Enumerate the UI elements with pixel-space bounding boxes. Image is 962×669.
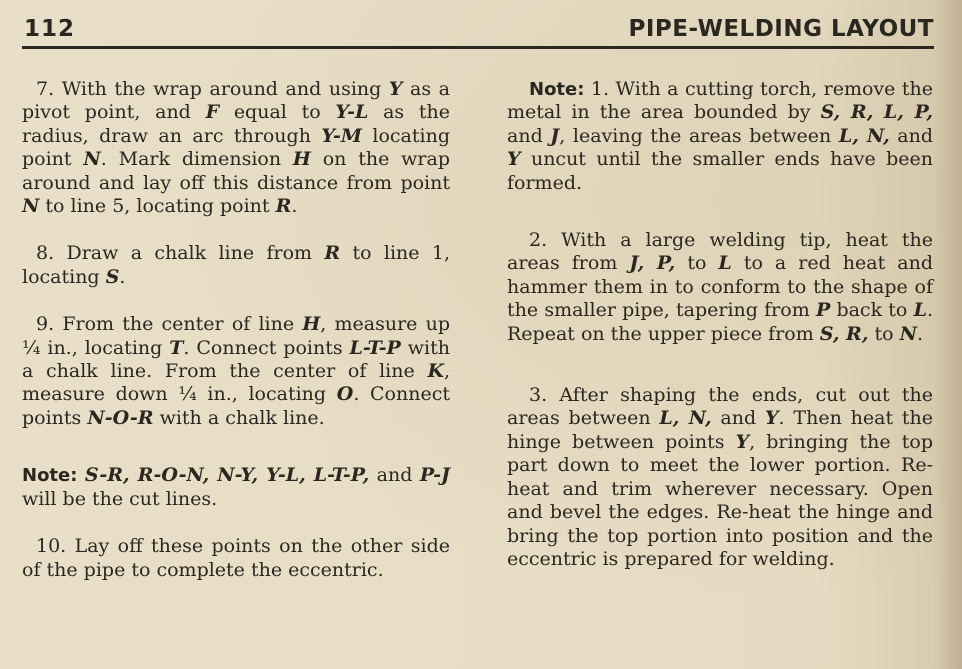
text-run: as the radius, draw an arc through <box>22 101 450 147</box>
point-label: P-J <box>419 464 450 487</box>
text-run: 8. Draw a chalk line from <box>36 242 325 265</box>
point-label: K <box>427 360 444 383</box>
point-label: Y <box>735 430 750 453</box>
left-column <box>22 78 450 606</box>
point-label: S, R, <box>819 322 869 345</box>
text-run: . Repeat on the upper piece from <box>507 299 933 345</box>
point-label: J, P, <box>629 252 676 275</box>
text-run: . Then heat the hinge between points <box>507 407 934 453</box>
point-label: Y <box>507 148 521 171</box>
text-run: . Mark dimension <box>100 148 293 171</box>
text-run: and <box>369 464 420 487</box>
text-run: with a chalk line. <box>153 406 325 429</box>
point-label: H <box>302 313 321 336</box>
step-10-paragraph <box>22 535 450 582</box>
text-run: to line 1, locating <box>22 242 450 288</box>
point-label: N-O-R <box>87 406 154 429</box>
text-run: . <box>917 322 924 345</box>
point-label: L-T-P <box>349 336 401 359</box>
cut-lines-note <box>22 464 450 511</box>
step-8-paragraph <box>22 242 450 289</box>
text-run: , measure up ¼ in., locating <box>22 313 450 359</box>
header-rule <box>22 46 934 49</box>
text-run: locating point <box>22 124 450 171</box>
point-label: L <box>718 252 732 275</box>
text-run: , bringing the top part down to meet the lower portion. Re-heat and trim wherever necessary. Open and bevel the edges. Re-heat the hinge and bring the top portion into position and the eccentric is prepared for welding. <box>507 430 933 570</box>
note-label: Note: <box>22 465 78 487</box>
point-label: N <box>83 148 101 171</box>
text-run: to <box>868 322 900 345</box>
text-run: uncut until the smaller ends have been formed. <box>507 148 933 194</box>
text-run: . <box>119 265 126 288</box>
text-run: and <box>711 407 765 430</box>
note-step-2-paragraph <box>507 229 933 346</box>
text-run: as a pivot point, and <box>22 78 450 124</box>
note-label: Note: <box>529 79 585 100</box>
text-run: 3. After shaping the ends, cut out the areas between <box>507 384 933 430</box>
point-label: Y <box>764 407 779 430</box>
text-run: 7. With the wrap around and using <box>36 78 389 100</box>
text-run: 2. With a large welding tip, heat the areas from <box>507 229 933 275</box>
point-label: S, R, L, P, <box>820 101 933 124</box>
step-7-paragraph <box>22 78 450 218</box>
point-label: Y-M <box>321 124 362 147</box>
text-run: and <box>507 124 551 147</box>
point-label: J <box>550 124 560 147</box>
note-step-1-paragraph <box>507 78 933 195</box>
point-label: Y <box>388 78 403 100</box>
text-run: and <box>889 124 933 147</box>
text-run: on the wrap around and lay off this distance from point <box>22 148 450 194</box>
text-run: . <box>291 195 298 218</box>
point-label: S-R, R-O-N, N-Y, Y-L, L-T-P, <box>84 464 370 487</box>
point-label: L <box>913 299 927 322</box>
text-run: , leaving the areas between <box>559 124 839 147</box>
text-run: 1. With a cutting torch, remove the metal in the area bounded by <box>507 78 933 124</box>
text-run: to line 5, locating point <box>39 195 276 218</box>
text-run: back to <box>830 299 914 322</box>
text-run: with a chalk line. From the center of line <box>22 336 450 383</box>
point-label: N <box>22 195 40 218</box>
point-label: N <box>899 322 917 345</box>
point-label: Y-L <box>335 101 369 124</box>
point-label: H <box>292 148 311 171</box>
point-label: P <box>815 299 831 322</box>
text-run: . Connect points <box>183 336 350 359</box>
text-run: to a red heat and hammer them in to conform to the shape of the smaller pipe, tapering from <box>507 252 934 322</box>
text-run: will be the cut lines. <box>22 487 218 510</box>
text-run: . Connect points <box>22 383 450 429</box>
point-label: R <box>324 242 341 265</box>
point-label: T <box>169 336 184 359</box>
point-label: F <box>205 101 220 124</box>
step-9-paragraph <box>22 313 450 430</box>
text-run: 9. From the center of line <box>36 313 303 336</box>
running-title: PIPE-WELDING LAYOUT <box>628 16 934 42</box>
point-label: S <box>105 265 120 288</box>
point-label: L, N, <box>659 407 712 430</box>
text-run: equal to <box>219 101 336 124</box>
page-number: 112 <box>24 16 76 42</box>
point-label: L, N, <box>838 124 890 147</box>
right-column <box>507 78 933 595</box>
text-run: , measure down ¼ in., locating <box>22 360 450 406</box>
page-header <box>22 14 934 48</box>
point-label: O <box>336 383 354 406</box>
text-run: to <box>675 252 719 275</box>
point-label: R <box>275 195 292 218</box>
note-step-3-paragraph <box>507 384 933 571</box>
text-run: 10. Lay off these points on the other side of the pipe to complete the eccentric. <box>22 535 450 581</box>
